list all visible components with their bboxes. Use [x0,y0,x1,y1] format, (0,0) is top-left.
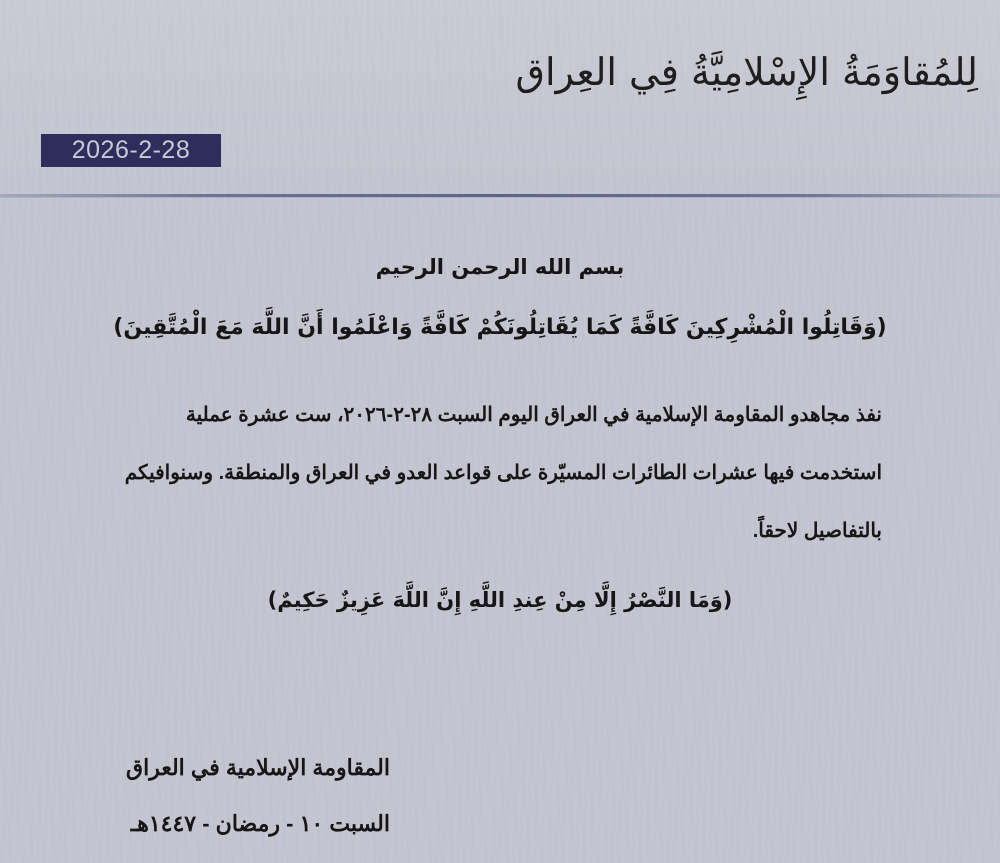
header-title: لِلمُقاوَمَةُ الإِسْلامِيَّةُ فِي العِراق [515,50,978,94]
signature-organization: المقاومة الإسلامية في العراق [126,755,390,780]
header-divider [0,194,1000,197]
opening-verse: (وَقَاتِلُوا الْمُشْرِكِينَ كَافَّةً كَمَا يُقَاتِلُونَكُمْ كَافَّةً وَاعْلَمُوا أَنَّ اللَّهَ مَعَ الْمُتَّقِينَ) [113,315,887,340]
statement-body [112,386,882,560]
date-badge: 2026-2-28 [41,134,221,167]
closing-verse: (وَمَا النَّصْرُ إِلَّا مِنْ عِندِ اللَّهِ إِنَّ اللَّهَ عَزِيزٌ حَكِيمٌ) [267,588,733,612]
body-line: نفذ مجاهدو المقاومة الإسلامية في العراق اليوم السبت ٢٨-٢-٢٠٢٦، ست عشرة عملية [185,404,882,426]
signature-hijri-date: السبت ١٠ - رمضان - ١٤٤٧هـ [130,811,390,836]
body-line: بالتفاصيل لاحقاً. [752,520,882,542]
signature-block [80,740,390,852]
body-line: استخدمت فيها عشرات الطائرات المسيّرة على قواعد العدو في العراق والمنطقة. وسنوافيكم [124,462,882,484]
basmala: بسم الله الرحمن الرحيم [375,255,625,279]
